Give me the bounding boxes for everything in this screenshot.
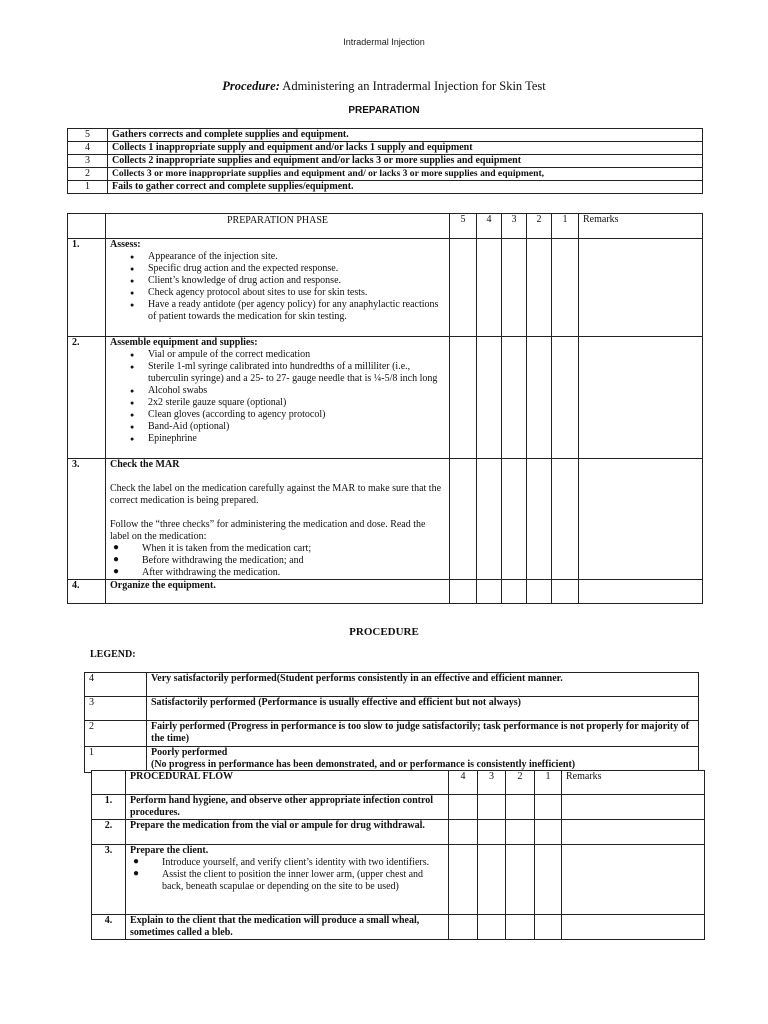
rubric-score: 2: [68, 168, 108, 181]
legend-heading: LEGEND:: [90, 649, 136, 660]
header-score-5: 5: [450, 214, 477, 239]
row-number: 1.: [92, 795, 126, 820]
list-item: ● When it is taken from the medication cart;: [110, 543, 445, 555]
row-heading: Check the MAR: [110, 459, 180, 470]
legend-row: [85, 673, 699, 697]
table-row: [68, 459, 703, 580]
row-paragraph: Check the label on the medication carefully against the MAR to make sure that the correct medication is being prepared.: [110, 483, 442, 506]
header-score-2: 2: [527, 214, 552, 239]
rubric-score: 5: [68, 129, 108, 142]
header-score-4: 4: [449, 771, 478, 795]
score-cell[interactable]: [450, 337, 477, 459]
legend-text: Fairly performed (Progress in performance is too slow to judge satisfactorily; task performance is not properly for majority of the time): [147, 721, 699, 747]
header-score-1: 1: [535, 771, 562, 795]
preparation-heading: PREPARATION: [348, 105, 420, 116]
legend-text: Very satisfactorily performed(Student performs consistently in an effective and efficient manner.: [147, 673, 699, 697]
score-cell[interactable]: [478, 795, 506, 820]
table-row: [68, 337, 703, 459]
header-empty-cell: [68, 214, 106, 239]
score-cell[interactable]: [552, 337, 579, 459]
score-cell[interactable]: [449, 820, 478, 845]
score-cell[interactable]: [527, 580, 552, 604]
row-content: [106, 337, 450, 459]
score-cell[interactable]: [450, 459, 477, 580]
score-cell[interactable]: [506, 820, 535, 845]
legend-text: [147, 747, 699, 773]
legend-row: [85, 747, 699, 773]
row-text: Perform hand hygiene, and observe other appropriate infection control procedures.: [126, 795, 449, 820]
score-cell[interactable]: [450, 580, 477, 604]
row-number: 2.: [92, 820, 126, 845]
rubric-row: [68, 155, 703, 168]
table-row: [92, 915, 705, 940]
row-text: Explain to the client that the medication will produce a small wheal, sometimes called a bleb.: [126, 915, 449, 940]
list-item: ● Assist the client to position the inner lower arm, (upper chest and back, beneath scapulae or depending on the site to be used): [130, 869, 444, 893]
rubric-text: Fails to gather correct and complete supplies/equipment.: [108, 181, 703, 194]
preparation-rubric-table: [67, 128, 703, 194]
score-cell[interactable]: [506, 915, 535, 940]
row-heading: Organize the equipment.: [106, 580, 450, 604]
bullet-list: [110, 349, 445, 445]
row-content: [106, 459, 450, 580]
list-item: ● Appearance of the injection site.: [110, 251, 445, 263]
legend-score: 3: [85, 697, 147, 721]
score-cell[interactable]: [535, 820, 562, 845]
legend-score: 2: [85, 721, 147, 747]
header-empty-cell: [92, 771, 126, 795]
row-paragraph: Follow the “three checks” for administering the medication and dose. Read the label on the medication:: [110, 519, 426, 542]
remarks-cell[interactable]: [579, 337, 703, 459]
header-phase: PREPARATION PHASE: [106, 214, 450, 239]
procedural-flow-table: [91, 770, 705, 940]
legend-row: [85, 697, 699, 721]
score-cell[interactable]: [527, 459, 552, 580]
score-cell[interactable]: [527, 239, 552, 337]
table-header-row: [92, 771, 705, 795]
rubric-text: Gathers corrects and complete supplies and equipment.: [108, 129, 703, 142]
bullet-list: [110, 543, 445, 579]
table-row: [92, 795, 705, 820]
list-item: ● Check agency protocol about sites to use for skin tests.: [110, 287, 445, 299]
table-row: [68, 239, 703, 337]
row-number: 2.: [68, 337, 106, 459]
legend-row: [85, 721, 699, 747]
row-number: 3.: [92, 845, 126, 915]
row-number: 4.: [92, 915, 126, 940]
score-cell[interactable]: [502, 459, 527, 580]
list-item: ● Have a ready antidote (per agency policy) for any anaphylactic reactions of patient towards the medication for skin testing.: [110, 299, 445, 323]
rubric-row: [68, 181, 703, 194]
header-score-4: 4: [477, 214, 502, 239]
list-item: ● Alcohol swabs: [110, 385, 445, 397]
title-prefix: Procedure:: [222, 79, 280, 93]
page-title: [0, 79, 768, 94]
header-score-2: 2: [506, 771, 535, 795]
score-cell[interactable]: [552, 239, 579, 337]
running-header: Intradermal Injection: [343, 37, 425, 47]
list-item: ● Specific drug action and the expected response.: [110, 263, 445, 275]
row-content: [106, 239, 450, 337]
list-item: ● Client’s knowledge of drug action and response.: [110, 275, 445, 287]
score-cell[interactable]: [552, 459, 579, 580]
rubric-score: 4: [68, 142, 108, 155]
score-cell[interactable]: [502, 580, 527, 604]
list-item: ● Before withdrawing the medication; and: [110, 555, 445, 567]
row-heading: Assess:: [110, 239, 141, 250]
legend-text: Satisfactorily performed (Performance is usually effective and efficient but not always): [147, 697, 699, 721]
list-item: ● Band-Aid (optional): [110, 421, 445, 433]
header-flow: PROCEDURAL FLOW: [126, 771, 449, 795]
rubric-text: Collects 3 or more inappropriate supplies and equipment and/ or lacks 3 or more supplies and equipment,: [108, 168, 703, 181]
score-cell[interactable]: [506, 845, 535, 915]
list-item: ● 2x2 sterile gauze square (optional): [110, 397, 445, 409]
rubric-score: 3: [68, 155, 108, 168]
list-item: ● After withdrawing the medication.: [110, 567, 445, 579]
table-header-row: [68, 214, 703, 239]
score-cell[interactable]: [478, 820, 506, 845]
header-score-3: 3: [478, 771, 506, 795]
rubric-score: 1: [68, 181, 108, 194]
score-cell[interactable]: [535, 915, 562, 940]
remarks-cell[interactable]: [579, 580, 703, 604]
list-item: ● Introduce yourself, and verify client’s identity with two identifiers.: [130, 857, 444, 869]
row-number: 3.: [68, 459, 106, 580]
score-cell[interactable]: [502, 337, 527, 459]
rubric-text: Collects 1 inappropriate supply and equipment and/or lacks 1 supply and equipment: [108, 142, 703, 155]
title-text: Administering an Intradermal Injection for Skin Test: [279, 79, 546, 93]
legend-text-line2: (No progress in performance has been demonstrated, and or performance is consistently inefficient): [151, 759, 576, 770]
row-text: Prepare the medication from the vial or ampule for drug withdrawal.: [126, 820, 449, 845]
row-heading: Prepare the client.: [130, 845, 209, 856]
row-content: [126, 845, 449, 915]
remarks-cell[interactable]: [562, 795, 705, 820]
list-item: ● Vial or ampule of the correct medication: [110, 349, 445, 361]
score-cell[interactable]: [449, 795, 478, 820]
score-cell[interactable]: [449, 845, 478, 915]
row-number: 4.: [68, 580, 106, 604]
remarks-cell[interactable]: [579, 459, 703, 580]
procedure-heading: PROCEDURE: [349, 626, 419, 638]
header-score-3: 3: [502, 214, 527, 239]
score-cell[interactable]: [527, 337, 552, 459]
header-remarks: Remarks: [579, 214, 703, 239]
score-cell[interactable]: [535, 845, 562, 915]
header-score-1: 1: [552, 214, 579, 239]
score-cell[interactable]: [450, 239, 477, 337]
score-cell[interactable]: [477, 580, 502, 604]
list-item: ● Sterile 1-ml syringe calibrated into hundredths of a milliliter (i.e., tuberculin syringe) and a 25- to 27- gauge needle that is ¼-5/8 inch long: [110, 361, 445, 385]
score-cell[interactable]: [478, 915, 506, 940]
legend-score: 4: [85, 673, 147, 697]
bullet-list: [130, 857, 444, 893]
bullet-list: [110, 251, 445, 323]
score-cell[interactable]: [535, 795, 562, 820]
score-cell[interactable]: [502, 239, 527, 337]
legend-table: [84, 672, 699, 773]
score-cell[interactable]: [477, 337, 502, 459]
rubric-row: [68, 142, 703, 155]
remarks-cell[interactable]: [579, 239, 703, 337]
rubric-row: [68, 129, 703, 142]
table-row: [92, 845, 705, 915]
header-remarks: Remarks: [562, 771, 705, 795]
score-cell[interactable]: [506, 795, 535, 820]
list-item: ● Epinephrine: [110, 433, 445, 445]
score-cell[interactable]: [552, 580, 579, 604]
score-cell[interactable]: [478, 845, 506, 915]
row-number: 1.: [68, 239, 106, 337]
legend-text-line1: Poorly performed: [151, 747, 228, 758]
list-item: ● Clean gloves (according to agency protocol): [110, 409, 445, 421]
remarks-cell[interactable]: [562, 820, 705, 845]
remarks-cell[interactable]: [562, 845, 705, 915]
legend-score: 1: [85, 747, 147, 773]
remarks-cell[interactable]: [562, 915, 705, 940]
preparation-phase-table: [67, 213, 703, 604]
rubric-text: Collects 2 inappropriate supplies and equipment and/or lacks 3 or more supplies and equipment: [108, 155, 703, 168]
row-heading: Assemble equipment and supplies:: [110, 337, 258, 348]
table-row: [92, 820, 705, 845]
rubric-row: [68, 168, 703, 181]
score-cell[interactable]: [477, 239, 502, 337]
table-row: [68, 580, 703, 604]
score-cell[interactable]: [477, 459, 502, 580]
score-cell[interactable]: [449, 915, 478, 940]
